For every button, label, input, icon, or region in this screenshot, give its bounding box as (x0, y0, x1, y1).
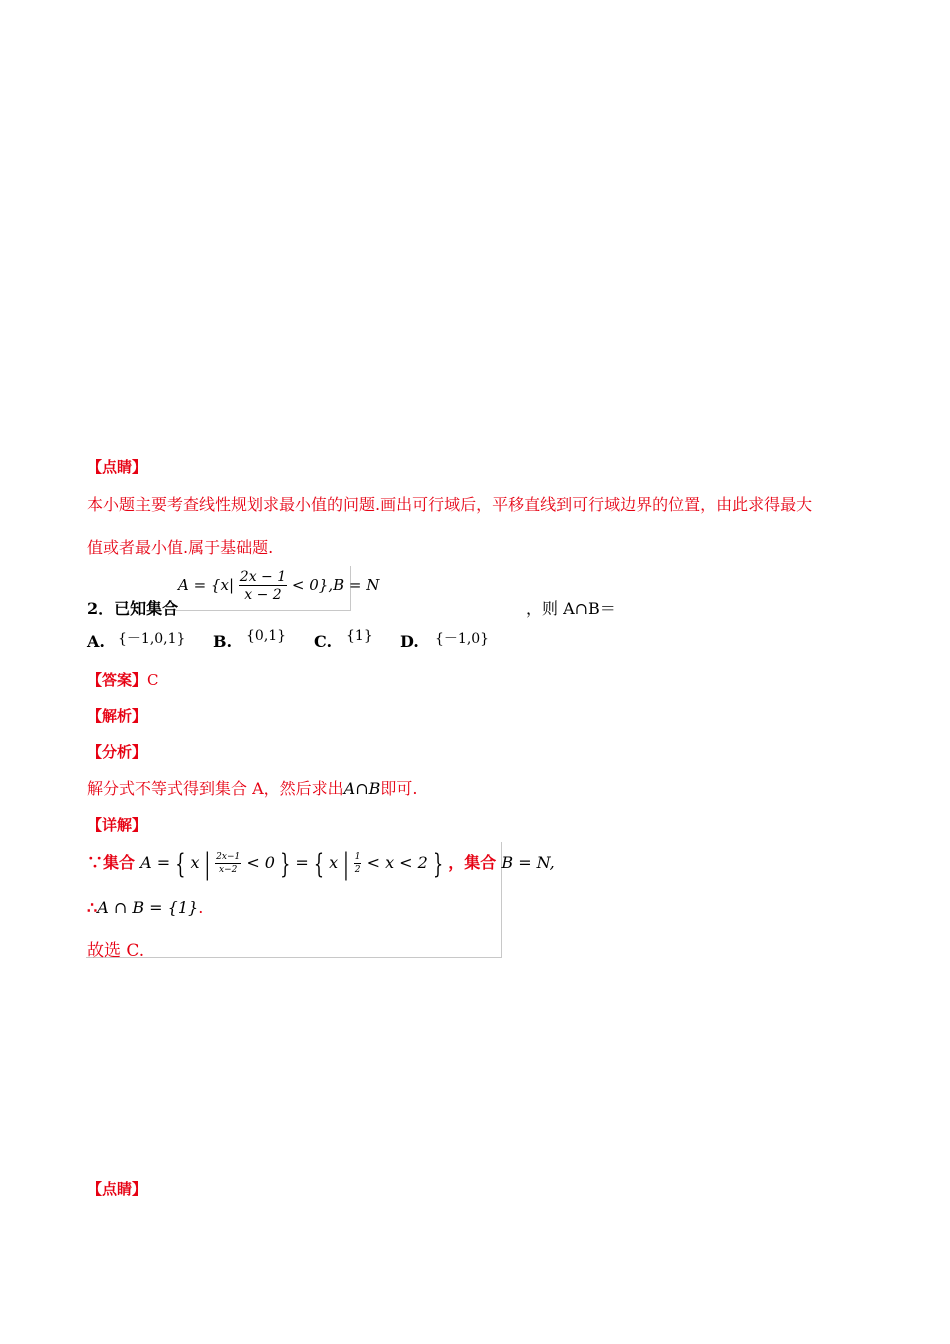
right-brace-2: } (432, 847, 444, 880)
option-a-key: A. (87, 632, 105, 651)
left-brace-2: { (313, 847, 325, 880)
because-text: ∵集合 (87, 853, 136, 872)
set-a-eq: A = (140, 853, 171, 872)
comma-set-b-text: ，集合 (448, 853, 497, 872)
option-b-key: B. (213, 632, 233, 651)
set1-numerator: 2x−1 (216, 851, 241, 862)
xiangjie-line-1 (87, 846, 555, 881)
question-suffix: ，则 A∩B＝ (526, 599, 616, 618)
option-d (400, 632, 419, 651)
dianjing-text-line-2: 值或者最小值.属于基础题. (87, 538, 274, 557)
option-b-value: {0,1} (246, 628, 287, 644)
left-brace-1: { (175, 847, 186, 880)
set2-denominator: 2 (354, 864, 361, 875)
option-a (87, 632, 105, 651)
jiexi-label: 【解析】 (87, 707, 148, 725)
dianjing-label-1: 【点睛】 (87, 458, 148, 476)
line-2-end: . (198, 898, 204, 917)
dianjing-text-line-1: 本小题主要考查线性规划求最小值的问题.画出可行域后，平移直线到可行域边界的位置，由此求得最大 (87, 495, 813, 514)
formula-rhs: < 0},B = N (291, 576, 380, 594)
set2-relation: < x < 2 (366, 853, 428, 872)
intersection-result: A ∩ B = {1} (97, 898, 199, 917)
question-prefix: 已知集合 (114, 599, 179, 618)
option-c-value: {1} (346, 628, 373, 644)
formula-denominator: x − 2 (244, 587, 282, 603)
xiangjie-label: 【详解】 (87, 816, 148, 834)
answer (87, 669, 159, 690)
fenxi-text-before: 解分式不等式得到集合 A，然后求出 (87, 779, 344, 798)
set1-bar: | (204, 846, 211, 881)
option-a-value: {－1,0,1} (118, 631, 186, 647)
set-b-eq: B = N, (501, 853, 555, 872)
fenxi-label: 【分析】 (87, 743, 148, 761)
set1-var: x (190, 853, 200, 872)
question-formula (178, 570, 379, 602)
option-d-key: D. (400, 632, 419, 651)
set2-bar: | (343, 846, 349, 881)
set1-denominator: x−2 (219, 864, 238, 875)
question-formula-box (176, 566, 380, 611)
set1-fraction (215, 853, 241, 875)
xiangjie-box (86, 842, 555, 961)
question-number (87, 596, 178, 619)
option-c (314, 632, 332, 651)
xiangjie-line-3: 故选 C. (87, 941, 145, 961)
question-number-text: 2． (87, 599, 115, 618)
set2-var: x (329, 853, 339, 872)
therefore-symbol: ∴ (87, 898, 98, 917)
set2-numerator: 1 (354, 851, 361, 862)
option-b (213, 632, 232, 651)
right-brace-1: } (280, 847, 291, 880)
formula-fraction (239, 570, 287, 602)
answer-label: 【答案】 (87, 671, 148, 689)
option-d-value: {－1,0} (435, 631, 490, 647)
formula-lhs: A = {x| (178, 576, 234, 594)
sets-equal: = (295, 853, 309, 872)
formula-numerator: 2x − 1 (239, 569, 287, 585)
dianjing-label-2: 【点睛】 (87, 1180, 148, 1198)
fenxi-formula: A∩B (343, 779, 381, 798)
set2-fraction (354, 853, 362, 875)
answer-value: C (147, 671, 159, 689)
set1-relation: < 0 (246, 853, 275, 872)
option-c-key: C. (314, 632, 333, 651)
fenxi-text (87, 776, 417, 799)
fenxi-text-after: 即可. (380, 779, 418, 798)
xiangjie-line-2 (87, 898, 203, 917)
